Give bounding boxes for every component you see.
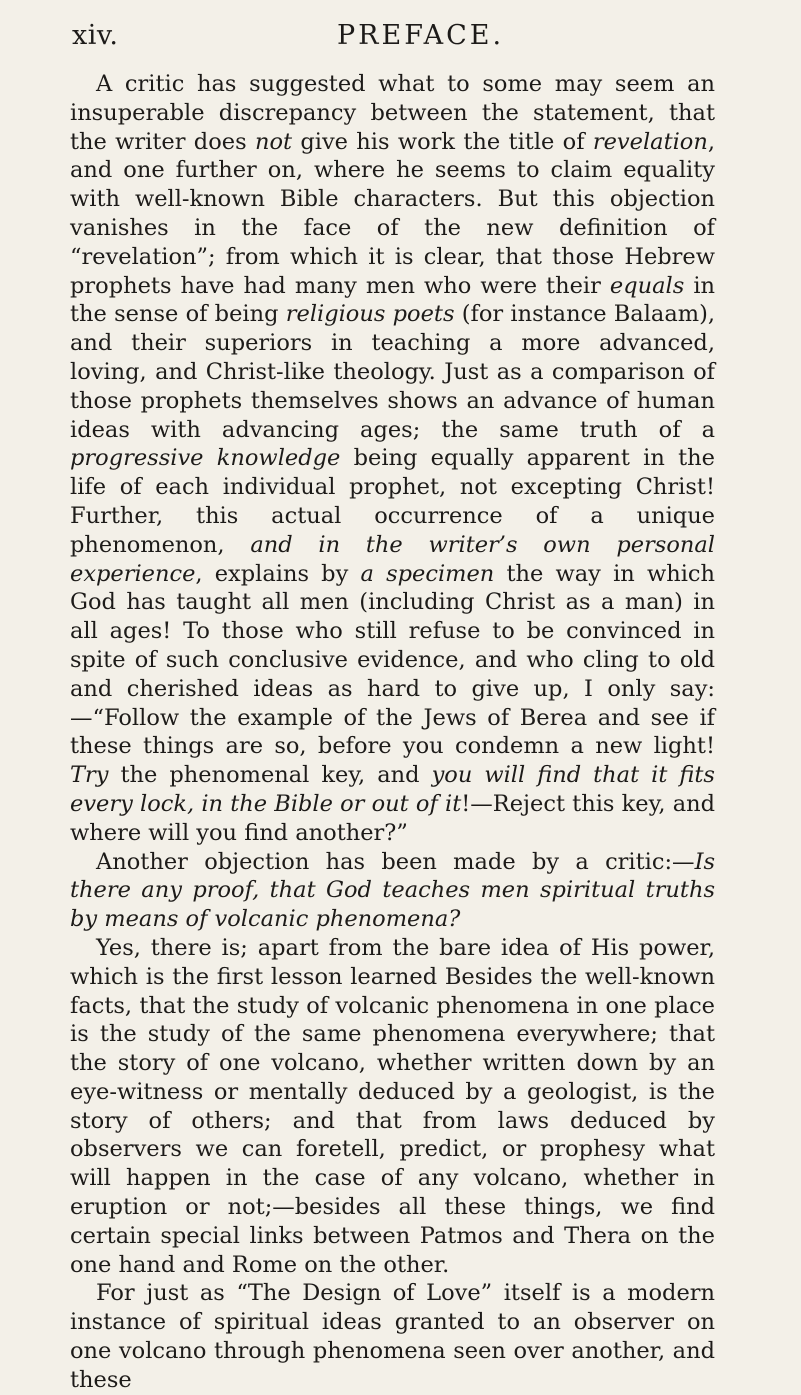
running-title: PREFACE. <box>337 20 505 51</box>
italic-run: equals <box>609 272 685 299</box>
paragraph <box>70 934 715 1280</box>
paragraph <box>70 848 715 934</box>
italic-run: religious poets <box>285 301 455 328</box>
text-run: the way in which God has taught all men (including Christ as a man) in all ages! To those who still refuse to be convinced in spite of such conclusive evidence, and who cling to old and cherished ideas as hard to give up, I only say:—“Follow the example of the Jews of Berea and see if these things are so, before you condemn a new light! <box>70 560 715 760</box>
italic-run: a specimen <box>360 560 495 587</box>
text-run: in the sense of being <box>70 272 716 328</box>
text-run: For just as “The Design of Love” itself is a modern instance of spiritual ideas granted to an observer on one volcano through phenomena seen over another, and these <box>70 1280 715 1393</box>
text-run: give his work the title of <box>292 128 593 155</box>
page-header <box>72 18 712 58</box>
text-run: Yes, there is; apart from the bare idea of His power, which is the first lesson learned Besides the well-known facts, that the study of volcanic phenomena in one place is the study of the same phenomena everywhere; that the story of one volcano, whether written down by an eye-witness or mentally deduced by a geologist, is the story of others; and that from laws deduced by observers we can foretell, predict, or prophesy what will happen in the case of any volcano, whether in eruption or not;—besides all these things, we find certain special links between Patmos and Thera on the one hand and Rome on the other. <box>70 934 715 1278</box>
text-run: A critic has suggested what to some may seem an insuperable discrepancy between the statement, that the writer does <box>70 71 715 155</box>
body-text <box>70 70 715 1395</box>
text-run: the phenomenal key, and <box>108 762 432 789</box>
text-run: !—Reject this key, and where will you find another?” <box>70 790 716 846</box>
paragraph <box>70 70 715 848</box>
italic-run: and in the writer’s own personal experience <box>70 531 715 587</box>
text-run: Another objection has been made by a critic:— <box>96 848 695 875</box>
text-run: , and one further on, where he seems to claim equality with well-known Bible characters. But this objection vanishes in the face of the new definition of “revelation”; from which it is clear, that those Hebrew prophets have had many men who were their <box>70 128 715 299</box>
italic-run: progressive knowledge <box>70 445 341 472</box>
italic-run: Try <box>70 762 109 789</box>
italic-run: Is there any proof, that God teaches men spiritual truths by means of volcanic phenomena? <box>70 848 715 933</box>
italic-run: not <box>254 128 293 155</box>
paragraph <box>70 1279 715 1394</box>
text-run: (for instance Balaam), and their superiors in teaching a more advanced, loving, and Christ-like theology. Just as a comparison of those prophets themselves shows an advance of human ideas with advancing ages; the same truth of a <box>70 301 715 443</box>
italic-run: revelation <box>592 128 708 155</box>
italic-run: you will find that it fits every lock, in the Bible or out of it <box>70 762 715 817</box>
text-run: being equally apparent in the life of each individual prophet, not excepting Christ! Further, this actual occurrence of a unique phenomenon, <box>70 445 715 558</box>
page-number: xiv. <box>72 20 119 51</box>
text-run: , explains by <box>195 560 361 587</box>
